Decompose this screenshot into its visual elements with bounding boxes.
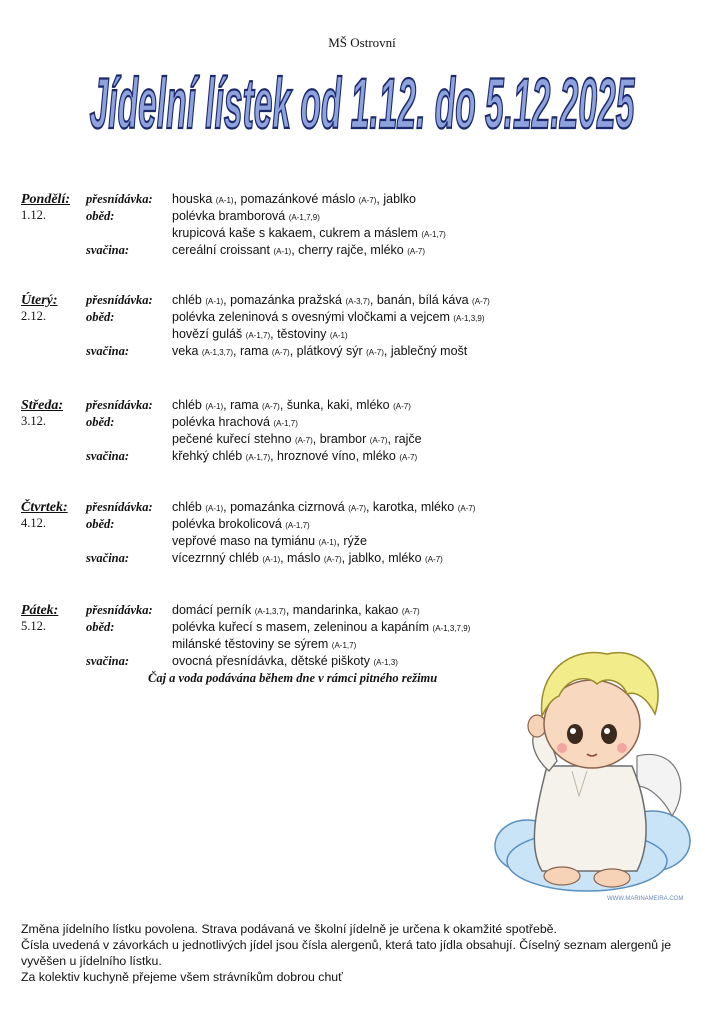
meal-label: svačina: [86, 243, 130, 257]
day-name: Úterý: [21, 293, 58, 308]
meal-text: polévka kuřecí s masem, zeleninou a kapáním (A-1,3,7,9) [172, 620, 471, 634]
meal-text: hovězí guláš (A-1,7), těstoviny (A-1) [172, 327, 348, 341]
meal-text: polévka brokolicová (A-1,7) [172, 517, 310, 531]
drinks-note: Čaj a voda podávána během dne v rámci pitného režimu [148, 671, 438, 685]
menu-title-graphic [82, 66, 642, 142]
footer-line-change: Změna jídelního lístku povolena. Strava podávaná ve školní jídelně je určena k okamžité spotřebě. [21, 922, 557, 936]
meal-label: oběd: [86, 209, 115, 223]
illustration-watermark: WWW.MARINAMEIRA.COM [607, 896, 684, 902]
meal-text: milánské těstoviny se sýrem (A-1,7) [172, 637, 357, 651]
meal-text: houska (A-1), pomazánkové máslo (A-7), jablko [172, 192, 417, 206]
meal-text: ovocná přesnídávka, dětské piškoty (A-1,3) [172, 654, 398, 668]
meal-text: krupicová kaše s kakaem, cukrem a máslem (A-1,7) [172, 226, 446, 240]
meal-label: svačina: [86, 654, 130, 668]
meal-label: přesnídávka: [86, 293, 153, 307]
menu-title [0, 66, 724, 142]
meal-text: chléb (A-1), rama (A-7), šunka, kaki, mléko (A-7) [172, 398, 411, 412]
meal-text: polévka hrachová (A-1,7) [172, 415, 298, 429]
meal-text: vepřové maso na tymiánu (A-1), rýže [172, 534, 367, 548]
meal-label: svačina: [86, 551, 130, 565]
meal-text: chléb (A-1), pomazánka cizrnová (A-7), karotka, mléko (A-7) [172, 500, 476, 514]
meal-text: vícezrnný chléb (A-1), máslo (A-7), jablko, mléko (A-7) [172, 551, 443, 565]
meal-text: polévka bramborová (A-1,7,9) [172, 209, 320, 223]
meal-label: oběd: [86, 310, 115, 324]
meal-label: oběd: [86, 620, 115, 634]
meal-text: polévka zeleninová s ovesnými vločkami a vejcem (A-1,3,9) [172, 310, 485, 324]
menu-title-text: Jídelní lístek od 1.12. do 5.12.2025 [89, 66, 635, 142]
day-name: Pondělí: [21, 192, 70, 207]
meal-text: křehký chléb (A-1,7), hroznové víno, mléko (A-7) [172, 449, 418, 463]
day-date: 5.12. [21, 619, 46, 633]
day-date: 2.12. [21, 309, 46, 323]
footer-notes [21, 921, 707, 985]
meal-text: pečené kuřecí stehno (A-7), brambor (A-7), rajče [172, 432, 422, 446]
meal-text: domácí perník (A-1,3,7), mandarinka, kakao (A-7) [172, 603, 420, 617]
meal-label: přesnídávka: [86, 398, 153, 412]
school-name: MŠ Ostrovní [328, 35, 396, 50]
day-date: 4.12. [21, 516, 46, 530]
meal-text: chléb (A-1), pomazánka pražská (A-3,7), banán, bílá káva (A-7) [172, 293, 490, 307]
meal-label: svačina: [86, 344, 130, 358]
meal-label: oběd: [86, 517, 115, 531]
meal-label: přesnídávka: [86, 192, 153, 206]
meal-label: přesnídávka: [86, 603, 153, 617]
footer-line-allergens: Čísla uvedená v závorkách u jednotlivých jídel jsou čísla alergenů, která tato jídla obsahují. Číselný seznam alergenů je vyvěšen u jídelního lístku. [21, 938, 672, 968]
meal-text: cereální croissant (A-1), cherry rajče, mléko (A-7) [172, 243, 426, 257]
meal-label: přesnídávka: [86, 500, 153, 514]
meal-label: oběd: [86, 415, 115, 429]
day-name: Pátek: [21, 603, 59, 618]
meal-text: veka (A-1,3,7), rama (A-7), plátkový sýr (A-7), jablečný mošt [172, 344, 468, 358]
day-date: 1.12. [21, 208, 46, 222]
angel-illustration [487, 636, 697, 906]
day-name: Čtvrtek: [21, 500, 68, 515]
day-date: 3.12. [21, 414, 46, 428]
day-name: Středa: [21, 398, 63, 413]
meal-label: svačina: [86, 449, 130, 463]
footer-line-wishes: Za kolektiv kuchyně přejeme všem strávníkům dobrou chuť [21, 970, 343, 984]
